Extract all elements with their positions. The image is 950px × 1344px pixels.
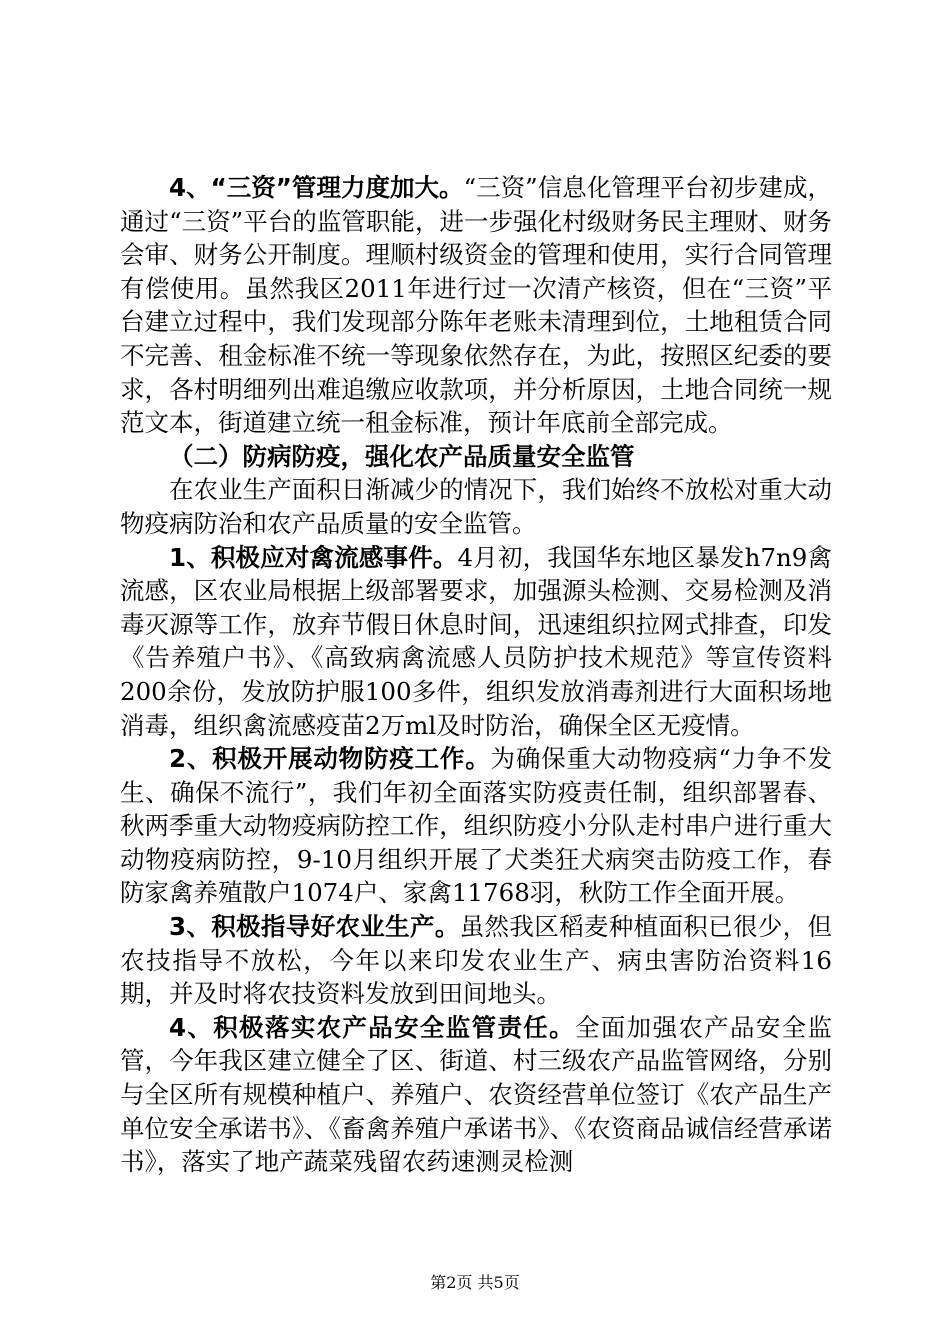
paragraph-lead: 4、“三资”管理力度加大。 <box>169 173 464 202</box>
paragraph-agri-guidance <box>120 910 832 1011</box>
paragraph-text: 4月初，我国华东地区暴发h7n9禽流感，区农业局根据上级部署要求，加强源头检测、交易检测及消毒灭源等工作，放弃节假日休息时间，迅速组织拉网式排查，印发《告养殖户书》、《高致病禽流感人员防护技术规范》等宣传资料200余份，发放防护服100多件，组织发放消毒剂进行大面积场地消毒，组织禽流感疫苗2万ml及时防治，确保全区无疫情。 <box>120 542 832 740</box>
paragraph-text: 在农业生产面积日渐减少的情况下，我们始终不放松对重大动物疫病防治和农产品质量的安全监管。 <box>120 475 832 538</box>
paragraph-intro <box>120 473 832 540</box>
paragraph-text: 全面加强农产品安全监管，今年我区建立健全了区、街道、村三级农产品监管网络，分别与全区所有规模种植户、养殖户、农资经营单位签订《农产品生产单位安全承诺书》、《畜禽养殖户承诺书》、《农资商品诚信经营承诺书》，落实了地产蔬菜残留农药速测灵检测 <box>120 1012 833 1177</box>
paragraph-avian-flu <box>120 541 832 743</box>
paragraph-lead: 4、积极落实农产品安全监管责任。 <box>169 1012 575 1042</box>
paragraph-epidemic-prevention <box>120 742 832 910</box>
paragraph-lead: 2、积极开展动物防疫工作。 <box>169 744 491 774</box>
paragraph-text: “三资”信息化管理平台初步建成，通过“三资”平台的监管职能，进一步强化村级财务民主理财、财务会审、财务公开制度。理顺村级资金的管理和使用，实行合同管理有偿使用。虽然我区2011年进行过一次清产核资，但在“三资”平台建立过程中，我们发现部分陈年老账未清理到位，土地租赁合同不完善、租金标准不统一等现象依然存在，为此，按照区纪委的要求，各村明细列出难追缴应收款项，并分析原因，土地合同统一规范文本，街道建立统一租金标准，预计年底前全部完成。 <box>120 173 832 438</box>
paragraph-lead: 3、积极指导好农业生产。 <box>169 912 460 942</box>
paragraph-lead: 1、积极应对禽流感事件。 <box>169 542 458 572</box>
paragraph-sanzi <box>120 171 832 440</box>
paragraph-text: 虽然我区稻麦种植面积已很少，但农技指导不放松，今年以来印发农业生产、病虫害防治资料16期，并及时将农技资料发放到田间地头。 <box>120 912 833 1009</box>
page-footer: 第2页 共5页 <box>430 1273 520 1292</box>
paragraph-product-safety <box>120 1011 832 1179</box>
document-body <box>120 171 832 1179</box>
paragraph-text: 为确保重大动物疫病“力争不发生、确保不流行”，我们年初全面落实防疫责任制，组织部署春、秋两季重大动物疫病防控工作，组织防疫小分队走村串户进行重大动物疫病防控，9-10月组织开展了犬类狂犬病突击防疫工作，春防家禽养殖散户1074户、家禽11768羽，秋防工作全面开展。 <box>120 744 833 908</box>
section-heading: （二）防病防疫，强化农产品质量安全监管 <box>169 441 635 471</box>
